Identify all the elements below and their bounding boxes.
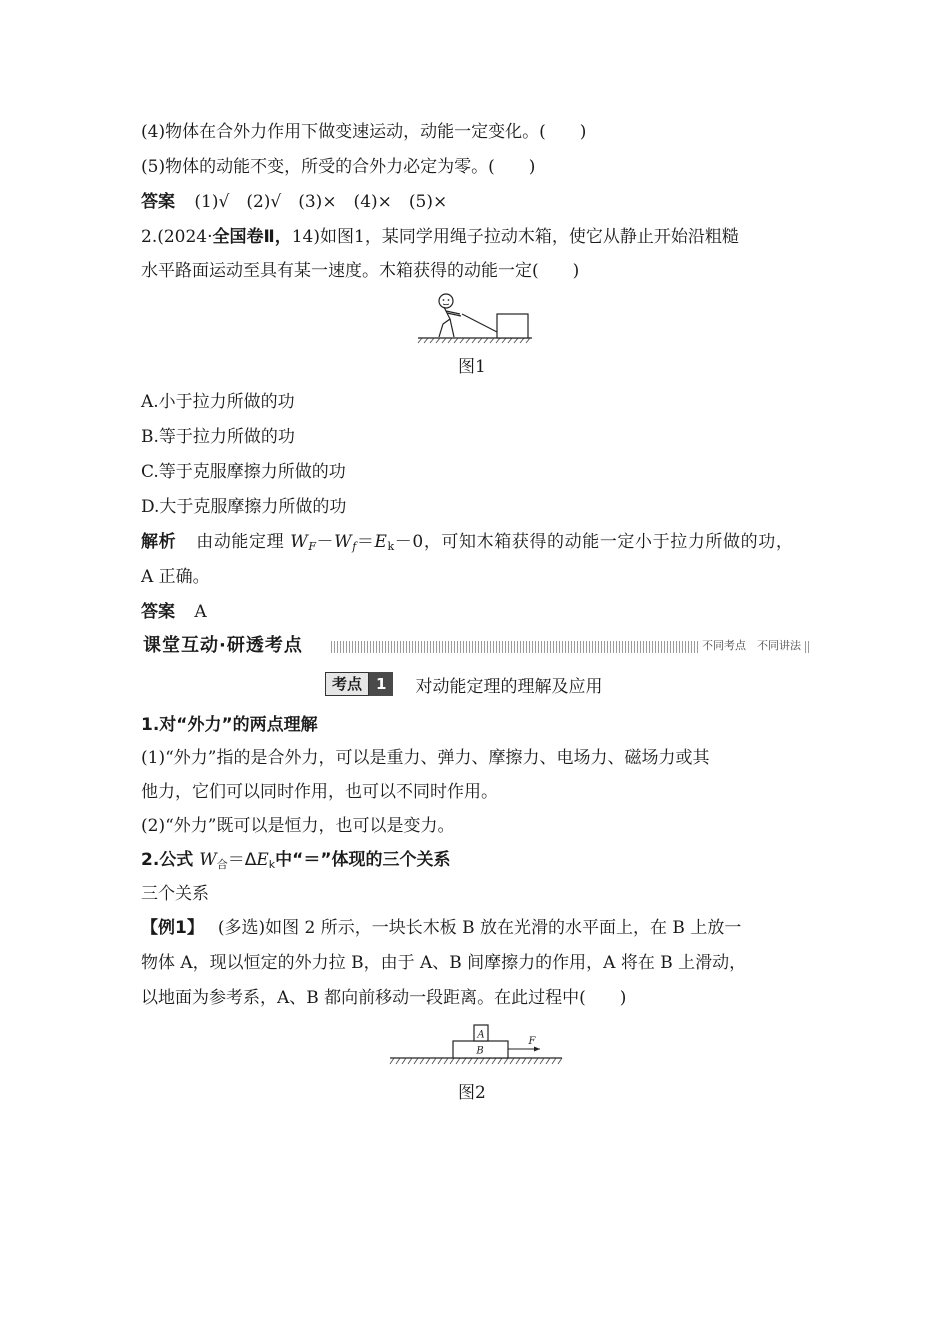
section-1-p1-line-2: 他力，它们可以同时作用，也可以不同时作用。 bbox=[141, 782, 498, 802]
answer-2-label: 答案 bbox=[141, 602, 175, 622]
example-1-label: 【例1】 bbox=[141, 918, 204, 938]
banner-title: 课堂互动·研透考点 bbox=[143, 635, 303, 656]
kaodian-label: 考点 bbox=[325, 672, 369, 696]
kaodian-number: 1 bbox=[369, 672, 393, 696]
kaodian-title: 对动能定理的理解及应用 bbox=[415, 676, 603, 697]
problem-2-prefix: 2.(2024· bbox=[141, 227, 213, 247]
formula-sub-f-upper: F bbox=[308, 540, 317, 553]
formula-w: W bbox=[290, 532, 309, 552]
option-a: A.小于拉力所做的功 bbox=[141, 392, 295, 412]
formula-sub-f-lower: f bbox=[352, 540, 357, 553]
problem-2-line-2: 水平路面运动至具有某一速度。木箱获得的动能一定( ) bbox=[141, 261, 580, 281]
answer-2-value: A bbox=[194, 602, 207, 622]
banner-tags: 不同考点 不同讲法 bbox=[698, 638, 805, 654]
label-f: F bbox=[528, 1036, 536, 1047]
section-2-sub-he: 合 bbox=[216, 858, 228, 871]
formula-zero: 0 bbox=[412, 532, 424, 552]
problem-2-source: 全国卷Ⅱ， bbox=[212, 227, 292, 247]
example-1-line-3: 以地面为参考系，A、B 都向前移动一段距离。在此过程中( ) bbox=[141, 988, 627, 1008]
answer-value: (1)√ (2)√ (3)× (4)× (5)× bbox=[194, 192, 448, 212]
answer-2 bbox=[141, 601, 207, 623]
formula-sub-k: k bbox=[387, 540, 395, 553]
example-1-line-2: 物体 A，现以恒定的外力拉 B，由于 A、B 间摩擦力的作用，A 将在 B 上滑动， bbox=[141, 953, 747, 973]
example-1-line-1 bbox=[141, 917, 741, 939]
analysis-post: ，可知木箱获得的动能一定小于拉力所做的功， bbox=[423, 532, 794, 552]
section-banner bbox=[141, 632, 811, 660]
problem-2-line-1 bbox=[141, 226, 739, 248]
figure-2-drawing bbox=[386, 1018, 566, 1068]
figure-2-caption: 图2 bbox=[458, 1083, 486, 1103]
answer-label: 答案 bbox=[141, 192, 175, 212]
section-1-p2: (2)“外力”既可以是恒力，也可以是变力。 bbox=[141, 816, 455, 836]
analysis-line-2: A 正确。 bbox=[141, 567, 210, 587]
label-b: B bbox=[476, 1045, 484, 1057]
figure-1-drawing bbox=[416, 292, 536, 344]
problem-2-text: 14)如图1，某同学用绳子拉动木箱，使它从静止开始沿粗糙 bbox=[291, 227, 739, 247]
section-2-eq: ＝Δ bbox=[227, 850, 257, 870]
formula-minus-2: － bbox=[394, 532, 413, 552]
option-b: B.等于拉力所做的功 bbox=[141, 427, 295, 447]
formula-equals: ＝ bbox=[356, 532, 375, 552]
formula-w-2: W bbox=[334, 532, 353, 552]
section-2-heading-pre: 2.公式 bbox=[141, 850, 200, 870]
figure-1-caption: 图1 bbox=[458, 357, 486, 377]
section-2-e: E bbox=[256, 850, 269, 870]
answer-1 bbox=[141, 191, 447, 213]
section-2-sub-k: k bbox=[268, 858, 276, 871]
formula-minus: － bbox=[316, 532, 335, 552]
analysis-pre: 由动能定理 bbox=[196, 532, 291, 552]
label-a: A bbox=[477, 1029, 485, 1041]
kaodian-header bbox=[325, 671, 602, 697]
analysis-line-1 bbox=[141, 531, 793, 558]
section-1-p1-line-1: (1)“外力”指的是合外力，可以是重力、弹力、摩擦力、电场力、磁场力或其 bbox=[141, 748, 710, 768]
analysis-label: 解析 bbox=[141, 532, 177, 552]
section-1-heading: 1.对“外力”的两点理解 bbox=[141, 715, 318, 735]
section-2-heading bbox=[141, 849, 451, 876]
statement-5: (5)物体的动能不变，所受的合外力必定为零。( ) bbox=[141, 157, 536, 177]
statement-4: (4)物体在合外力作用下做变速运动，动能一定变化。( ) bbox=[141, 122, 587, 142]
section-2-subline: 三个关系 bbox=[141, 884, 209, 904]
option-c: C.等于克服摩擦力所做的功 bbox=[141, 462, 346, 482]
formula-e: E bbox=[374, 532, 388, 552]
section-2-heading-post: 中“＝”体现的三个关系 bbox=[275, 850, 451, 870]
section-2-w: W bbox=[199, 850, 217, 870]
option-d: D.大于克服摩擦力所做的功 bbox=[141, 497, 347, 517]
example-1-text-1: (多选)如图 2 所示，一块长木板 B 放在光滑的水平面上，在 B 上放一 bbox=[217, 918, 742, 938]
